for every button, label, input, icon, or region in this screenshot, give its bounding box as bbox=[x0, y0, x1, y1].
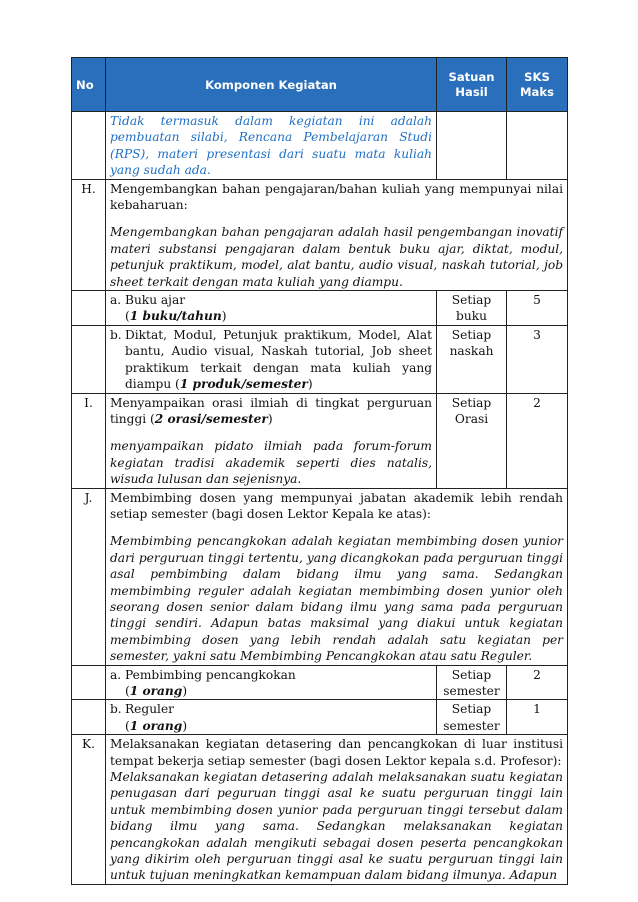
activity-table bbox=[71, 57, 568, 885]
item-label: a. bbox=[110, 293, 122, 308]
row-h-a-content: a. Buku ajar (1 buku/tahun) bbox=[106, 291, 437, 326]
satuan-cell: Setiap naskah bbox=[437, 325, 507, 393]
row-j-b-content: b. Reguler (1 orang) bbox=[106, 700, 437, 735]
row-i-description: menyampaikan pidato ilmiah pada forum-forum kegiatan tradisi akademik seperti dies natalis, wisuda lulusan dan sejenisnya. bbox=[110, 439, 432, 487]
row-k-title: Melaksanakan kegiatan detasering dan pencangkokan di luar institusi tempat bekerja setiap semester (bagi dosen Lektor kepala s.d. Profesor): bbox=[110, 737, 563, 768]
row-h-b-content: b. Diktat, Modul, Petunjuk praktikum, Model, Alat bantu, Audio visual, Naskah tutorial, Job sheet praktikum terkait dengan mata kuliah yang diampu (1 produk/semester) bbox=[106, 325, 437, 393]
sks-cell: 2 bbox=[507, 665, 568, 700]
sks-cell: 2 bbox=[507, 393, 568, 488]
table-row bbox=[72, 112, 568, 180]
table-row-i bbox=[72, 393, 568, 488]
row-h-content bbox=[106, 179, 568, 290]
item-text: Reguler bbox=[125, 702, 174, 717]
satuan-cell: Setiap semester bbox=[437, 700, 507, 735]
row-no: J. bbox=[72, 488, 106, 665]
row-h-description: Mengembangkan bahan pengajaran adalah hasil pengembangan inovatif materi substansi pengajaran dalam bentuk buku ajar, diktat, modul, petunjuk praktikum, model, alat bantu, audio visual, naskah tutorial, job sheet terkait dengan mata kuliah yang diampu. bbox=[110, 225, 563, 289]
header-no: No bbox=[72, 58, 106, 112]
table-row-k bbox=[72, 735, 568, 885]
row-no: K. bbox=[72, 735, 106, 885]
item-unit: 2 orasi/semester bbox=[154, 411, 268, 426]
row-k-content bbox=[106, 735, 568, 885]
continuation-note: Tidak termasuk dalam kegiatan ini adalah pembuatan silabi, Rencana Pembelajaran Studi (RPS), materi presentasi dari suatu mata kuliah yang sudah ada. bbox=[106, 112, 437, 180]
table-header-row bbox=[72, 58, 568, 112]
row-k-description: Melaksanakan kegiatan detasering adalah melaksanakan suatu kegiatan penugasan dari peguruan tinggi asal ke suatu perguruan tinggi lain untuk membimbing dosen yunior pada perguruan tinggi tersebut dalam bidang ilmu yang sama. Sedangkan melaksanakan kegiatan pencangkokan adalah mengikuti sebagai dosen peserta pencangkokan yang dikirim oleh perguruan tinggi asal ke suatu perguruan tinggi lain untuk tujuan meningkatkan kemampuan dalam bidang ilmunya. Adapun bbox=[110, 770, 563, 883]
satuan-cell: Setiap buku bbox=[437, 291, 507, 326]
satuan-cell: Setiap semester bbox=[437, 665, 507, 700]
header-sks: SKS Maks bbox=[507, 58, 568, 112]
row-i-title: Menyampaikan orasi ilmiah di tingkat perguruan tinggi bbox=[110, 395, 432, 426]
item-text: Diktat, Modul, Petunjuk praktikum, Model, Alat bantu, Audio visual, Naskah tutorial, Job sheet praktikum terkait dengan mata kuliah yang diampu bbox=[125, 327, 432, 392]
row-j-content bbox=[106, 488, 568, 665]
row-h-title: Mengembangkan bahan pengajaran/bahan kuliah yang mempunyai nilai kebaharuan: bbox=[110, 181, 563, 213]
item-unit: 1 buku/tahun bbox=[129, 309, 222, 324]
table-row-h bbox=[72, 179, 568, 290]
sks-cell: 3 bbox=[507, 325, 568, 393]
item-label: b. bbox=[110, 327, 122, 342]
item-label: a. bbox=[110, 667, 122, 682]
item-unit: 1 orang bbox=[129, 718, 183, 733]
item-text: Pembimbing pencangkokan bbox=[125, 667, 296, 682]
item-unit: 1 orang bbox=[129, 684, 183, 698]
table-row-h-a bbox=[72, 291, 568, 326]
item-unit: 1 produk/semester bbox=[179, 377, 308, 392]
row-no: H. bbox=[72, 179, 106, 290]
table-row-j-b bbox=[72, 700, 568, 735]
sks-cell: 1 bbox=[507, 700, 568, 735]
row-j-description: Membimbing pencangkokan adalah kegiatan membimbing dosen yunior dari perguruan tinggi tertentu, yang dicangkokan pada perguruan tinggi asal pembimbing dalam bidang ilmu yang sama. Sedangkan membimbing reguler adalah kegiatan membimbing dosen yunior oleh seorang dosen senior dalam bidang ilmu yang sama pada perguruan tinggi sendiri. Adapun batas maksimal yang diakui untuk kegiatan membimbing dosen yang lebih rendah adalah satu kegiatan per semester, yakni satu Membimbing Pencangkokan atau satu Reguler. bbox=[110, 534, 563, 664]
header-komponen: Komponen Kegiatan bbox=[106, 58, 437, 112]
row-no bbox=[72, 112, 106, 180]
row-j-title: Membimbing dosen yang mempunyai jabatan akademik lebih rendah setiap semester (bagi dosen Lektor Kepala ke atas): bbox=[110, 490, 563, 521]
header-satuan: Satuan Hasil bbox=[437, 58, 507, 112]
row-i-content: Menyampaikan orasi ilmiah di tingkat perguruan tinggi (2 orasi/semester) menyampaikan pidato ilmiah pada forum-forum kegiatan tradisi akademik seperti dies natalis, wisuda lulusan dan sejenisnya. bbox=[106, 393, 437, 488]
row-j-a-content: a. Pembimbing pencangkokan (1 orang) bbox=[106, 665, 437, 700]
table-row-j bbox=[72, 488, 568, 665]
item-label: b. bbox=[110, 702, 122, 717]
satuan-cell: Setiap Orasi bbox=[437, 393, 507, 488]
table-row-j-a bbox=[72, 665, 568, 700]
row-no: I. bbox=[72, 393, 106, 488]
sks-cell: 5 bbox=[507, 291, 568, 326]
item-text: Buku ajar bbox=[125, 293, 186, 308]
table-row-h-b bbox=[72, 325, 568, 393]
